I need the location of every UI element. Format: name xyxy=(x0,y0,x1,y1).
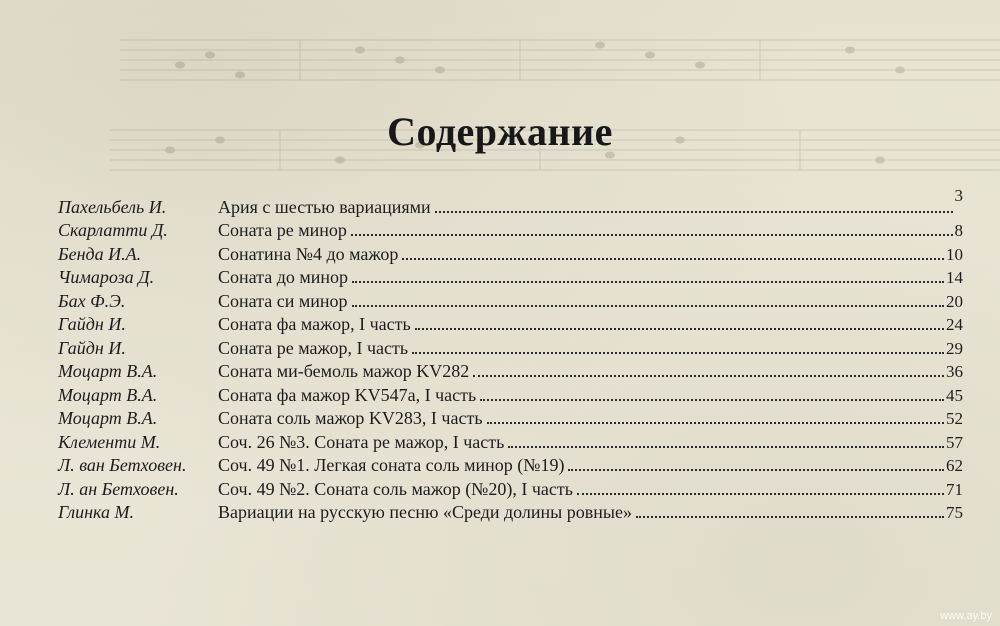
composer-name: Гайдн И. xyxy=(58,337,126,358)
page-number: 36 xyxy=(946,362,963,381)
page-number: 10 xyxy=(946,244,963,264)
toc-row xyxy=(58,267,963,291)
dot-leader xyxy=(487,422,944,424)
toc-entry xyxy=(218,408,963,429)
page-number: 62 xyxy=(946,456,963,475)
dot-leader xyxy=(415,328,944,330)
composer-name: Моцарт В.А. xyxy=(58,384,158,405)
work-title: Соната ре минор xyxy=(218,220,347,240)
dot-leader xyxy=(352,305,944,307)
toc-row xyxy=(58,408,963,432)
dot-leader xyxy=(473,375,944,377)
dot-leader xyxy=(435,211,953,213)
composer-name: Чимароза Д. xyxy=(58,267,155,287)
toc-entry xyxy=(218,267,963,288)
toc-row xyxy=(58,220,963,244)
page-title: Содержание xyxy=(387,109,613,154)
composer-name: Л. ан Бетховен. xyxy=(58,478,179,499)
work-title: Ария с шестью вариациями xyxy=(218,196,431,217)
work-title: Соната си минор xyxy=(218,290,348,311)
composer-name: Моцарт В.А. xyxy=(58,408,158,428)
dot-leader xyxy=(568,469,944,471)
toc-row xyxy=(58,431,963,455)
work-title: Соч. 26 №3. Соната ре мажор, I часть xyxy=(218,431,505,452)
table-of-contents xyxy=(58,185,963,525)
work-title: Соната фа мажор, I часть xyxy=(218,314,411,334)
dot-leader xyxy=(480,399,944,401)
toc-row xyxy=(58,314,963,338)
work-title: Соната ми-бемоль мажор KV282 xyxy=(218,361,470,381)
composer-name: Бах Ф.Э. xyxy=(58,290,126,311)
composer-name: Пахельбель И. xyxy=(58,196,167,217)
dot-leader xyxy=(577,493,944,495)
toc-row xyxy=(58,455,963,479)
work-title: Соната фа мажор KV547a, I часть xyxy=(218,384,477,405)
dot-leader xyxy=(636,516,944,518)
work-title: Сонатина №4 до мажор xyxy=(218,243,399,264)
watermark-text: www.ay.by xyxy=(940,610,992,622)
page-number: 29 xyxy=(946,338,963,358)
toc-entry xyxy=(218,385,963,406)
work-title: Вариации на русскую песню «Среди долины ровные» xyxy=(218,502,632,522)
toc-entry xyxy=(218,432,963,453)
toc-row xyxy=(58,290,963,314)
toc-entry xyxy=(218,455,963,476)
dot-leader xyxy=(351,234,953,236)
page-number: 20 xyxy=(946,291,963,311)
toc-entry xyxy=(218,291,963,312)
composer-name: Скарлатти Д. xyxy=(58,220,168,240)
toc-entry xyxy=(218,185,963,218)
page-number: 71 xyxy=(946,479,963,499)
toc-row xyxy=(58,185,963,220)
work-title: Соната соль мажор KV283, I часть xyxy=(218,408,483,428)
toc-row xyxy=(58,478,963,502)
page-number: 24 xyxy=(946,315,963,334)
work-title: Соч. 49 №2. Соната соль мажор (№20), I часть xyxy=(218,478,573,499)
work-title: Соч. 49 №1. Легкая соната соль минор (№19) xyxy=(218,455,565,475)
page-number: 14 xyxy=(946,268,963,287)
page-number: 57 xyxy=(946,432,963,452)
toc-row xyxy=(58,337,963,361)
toc-entry xyxy=(218,502,963,523)
dot-leader xyxy=(508,446,944,448)
toc-row xyxy=(58,243,963,267)
page-number: 52 xyxy=(946,409,963,428)
composer-name: Бенда И.А. xyxy=(58,243,142,264)
toc-row xyxy=(58,502,963,526)
composer-name: Л. ван Бетховен. xyxy=(58,455,187,475)
work-title: Соната до минор xyxy=(218,267,349,287)
dot-leader xyxy=(402,258,944,260)
toc-entry xyxy=(218,479,963,500)
page-number: 75 xyxy=(946,503,963,522)
toc-entry xyxy=(218,244,963,265)
composer-name: Клементи М. xyxy=(58,431,161,452)
toc-row xyxy=(58,384,963,408)
toc-row xyxy=(58,361,963,385)
toc-entry xyxy=(218,314,963,335)
dot-leader xyxy=(412,352,944,354)
work-title: Соната ре мажор, I часть xyxy=(218,337,409,358)
toc-entry xyxy=(218,338,963,359)
page-number: 8 xyxy=(954,221,963,240)
toc-entry xyxy=(218,220,963,241)
composer-name: Глинка М. xyxy=(58,502,135,522)
composer-name: Гайдн И. xyxy=(58,314,126,334)
page-number: 3 xyxy=(954,185,963,205)
toc-entry xyxy=(218,361,963,382)
page-number: 45 xyxy=(946,385,963,405)
composer-name: Моцарт В.А. xyxy=(58,361,158,381)
dot-leader xyxy=(352,281,944,283)
